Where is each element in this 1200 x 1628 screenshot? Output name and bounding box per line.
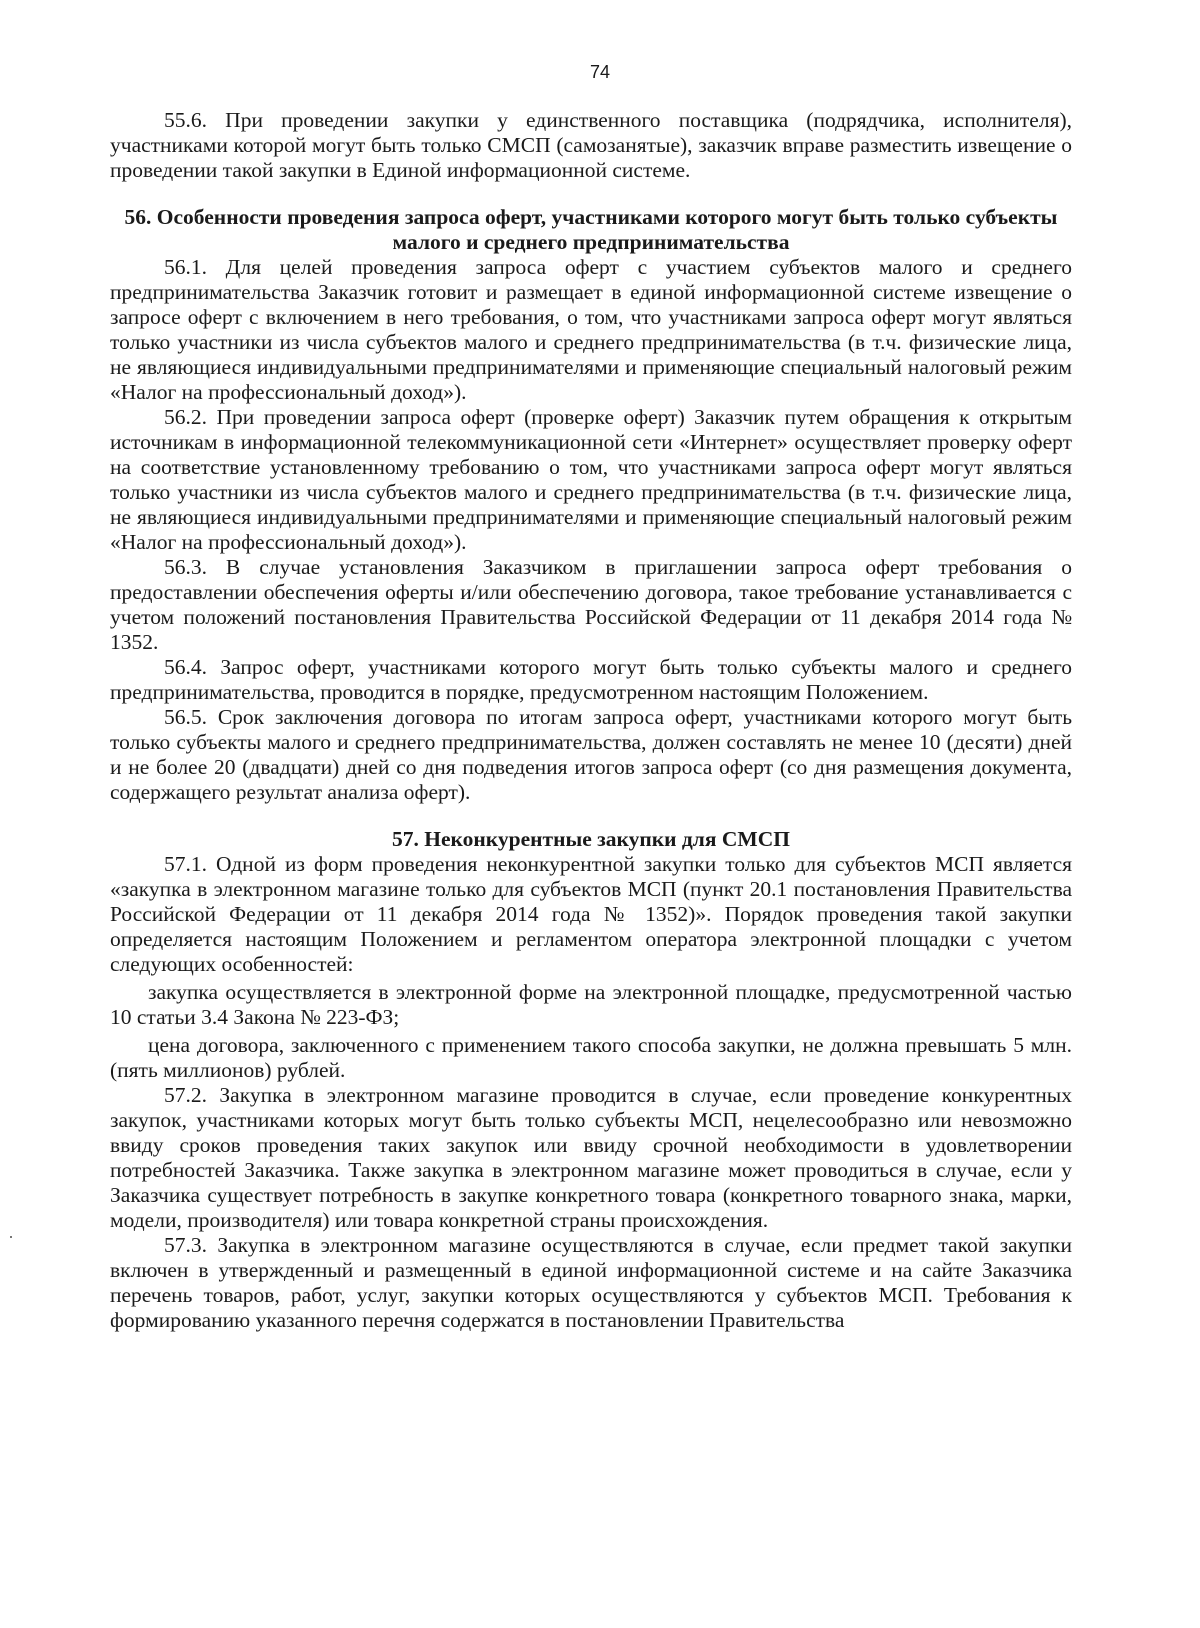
paragraph-57-1: 57.1. Одной из форм проведения неконкурентной закупки только для субъектов МСП является «закупка в электронном магазине только для субъектов МСП (пункт 20.1 постановления Правительства Российской Федерации от 11 декабря 2014 года № 1352)». Порядок проведения такой закупки определяется настоящим Положением и регламентом оператора электронной площадки с учетом следующих особенностей: xyxy=(110,852,1072,976)
paragraph-56-2: 56.2. При проведении запроса оферт (проверке оферт) Заказчик путем обращения к открытым источникам в информационной телекоммуникационной сети «Интернет» осуществляет проверку оферт на соответствие установленному требованию о том, что участниками запроса оферт могут являться только участники из числа субъектов малого и среднего предпринимательства (в т.ч. физические лица, не являющиеся индивидуальными предпринимателями и применяющие специальный налоговый режим «Налог на профессиональный доход»). xyxy=(110,405,1072,554)
section-heading-57: 57. Неконкурентные закупки для СМСП xyxy=(392,827,790,851)
paragraph-56-5: 56.5. Срок заключения договора по итогам запроса оферт, участниками которого могут быть только субъекты малого и среднего предпринимательства, должен составлять не менее 10 (десяти) дней и не более 20 (двадцати) дней со дня подведения итогов запроса оферт (со дня размещения документа, содержащего результат анализа оферт). xyxy=(110,705,1072,804)
page-number: 74 xyxy=(589,62,611,82)
paragraph-56-4: 56.4. Запрос оферт, участниками которого могут быть только субъекты малого и среднего предпринимательства, проводится в порядке, предусмотренном настоящим Положением. xyxy=(110,655,1072,704)
scan-artifact xyxy=(10,1236,12,1238)
document-body xyxy=(110,108,1072,1333)
list-item: цена договора, заключенного с применением такого способа закупки, не должна превышать 5 млн. (пять миллионов) рублей. xyxy=(110,1033,1072,1082)
paragraph-57-2: 57.2. Закупка в электронном магазине проводится в случае, если проведение конкурентных закупок, участниками которых могут быть только субъекты МСП, нецелесообразно или невозможно ввиду сроков проведения таких закупок или ввиду срочной необходимости в удовлетворении потребностей Заказчика. Также закупка в электронном магазине может проводиться в случае, если у Заказчика существует потребность в закупке конкретного товара (конкретного товарного знака, марки, модели, производителя) или товара конкретной страны происхождения. xyxy=(110,1083,1072,1232)
paragraph-56-1: 56.1. Для целей проведения запроса оферт с участием субъектов малого и среднего предпринимательства Заказчик готовит и размещает в единой информационной системе извещение о запросе оферт с включением в него требования, о том, что участниками запроса оферт могут являться только участники из числа субъектов малого и среднего предпринимательства (в т.ч. физические лица, не являющиеся индивидуальными предпринимателями и применяющие специальный налоговый режим «Налог на профессиональный доход»). xyxy=(110,255,1072,404)
list-item: закупка осуществляется в электронной форме на электронной площадке, предусмотренной частью 10 статьи 3.4 Закона № 223-ФЗ; xyxy=(110,980,1072,1029)
paragraph-55-6: 55.6. При проведении закупки у единственного поставщика (подрядчика, исполнителя), участниками которой могут быть только СМСП (самозанятые), заказчик вправе разместить извещение о проведении такой закупки в Единой информационной системе. xyxy=(110,108,1072,182)
paragraph-56-3: 56.3. В случае установления Заказчиком в приглашении запроса оферт требования о предоставлении обеспечения оферты и/или обеспечению договора, такое требование устанавливается с учетом положений постановления Правительства Российской Федерации от 11 декабря 2014 года № 1352. xyxy=(110,555,1072,654)
paragraph-57-3: 57.3. Закупка в электронном магазине осуществляются в случае, если предмет такой закупки включен в утвержденный и размещенный в единой информационной системе и на сайте Заказчика перечень товаров, работ, услуг, закупки которых осуществляются у субъектов МСП. Требования к формированию указанного перечня содержатся в постановлении Правительства xyxy=(110,1233,1072,1332)
section-heading-56: 56. Особенности проведения запроса оферт, участниками которого могут быть только субъекты малого и среднего предпринимательства xyxy=(124,205,1058,254)
